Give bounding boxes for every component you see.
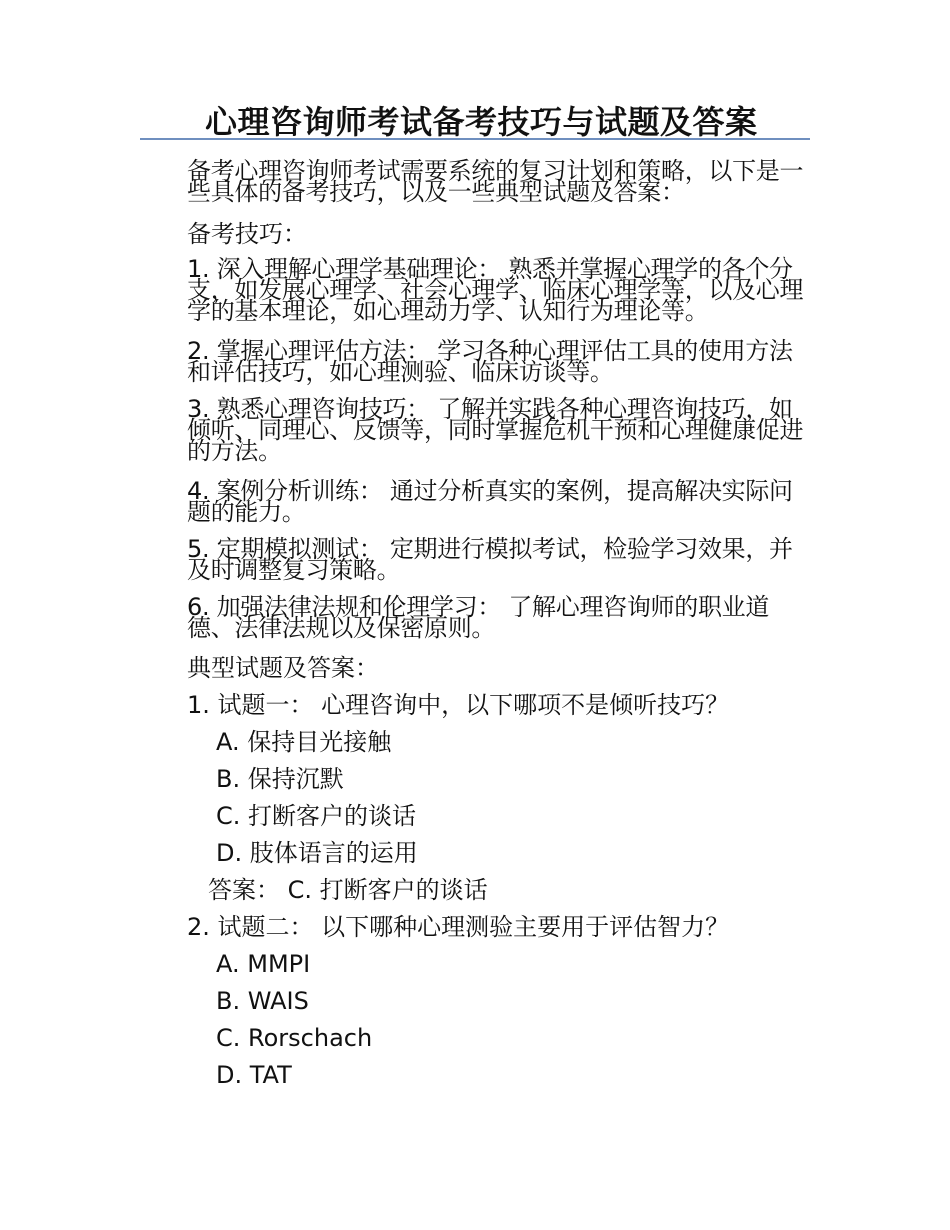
tip-5: 5. 定期模拟测试： 定期进行模拟考试，检验学习效果，并及时调整复习策略。 [187,535,793,584]
tip-3: 3. 熟悉心理咨询技巧： 了解并实践各种心理咨询技巧，如倾听、同理心、反馈等，同时掌握危机干预和心理健康促进的方法。 [187,395,804,465]
question-2-option-d: D. TAT [216,1061,292,1089]
question-1-option-c: C. 打断客户的谈话 [216,802,417,830]
question-2-option-a: A. MMPI [216,950,311,978]
question-1-option-d: D. 肢体语言的运用 [216,839,418,867]
title-underline [140,138,810,140]
tip-1: 1. 深入理解心理学基础理论： 熟悉并掌握心理学的各个分支，如发展心理学、社会心理学、临床心理学等，以及心理学的基本理论，如心理动力学、认知行为理论等。 [187,255,804,325]
page-title: 心理咨询师考试备考技巧与试题及答案 [205,103,758,141]
intro-paragraph: 备考心理咨询师考试需要系统的复习计划和策略，以下是一些具体的备考技巧，以及一些典型试题及答案： [187,157,804,206]
question-1-option-a: A. 保持目光接触 [216,728,392,756]
question-1: 1. 试题一： 心理咨询中，以下哪项不是倾听技巧？ [187,691,730,719]
tip-4: 4. 案例分析训练： 通过分析真实的案例，提高解决实际问题的能力。 [187,477,793,526]
question-1-answer: 答案： C. 打断客户的谈话 [208,876,488,904]
question-2: 2. 试题二： 以下哪种心理测验主要用于评估智力？ [187,913,730,941]
questions-heading: 典型试题及答案： [187,654,379,682]
tip-2: 2. 掌握心理评估方法： 学习各种心理评估工具的使用方法和评估技巧，如心理测验、临床访谈等。 [187,337,793,386]
question-2-option-c: C. Rorschach [216,1024,373,1052]
tips-heading: 备考技巧： [187,220,307,248]
question-2-option-b: B. WAIS [216,987,309,1015]
question-1-option-b: B. 保持沉默 [216,765,344,793]
tip-6: 6. 加强法律法规和伦理学习： 了解心理咨询师的职业道德、法律法规以及保密原则。 [187,593,770,642]
